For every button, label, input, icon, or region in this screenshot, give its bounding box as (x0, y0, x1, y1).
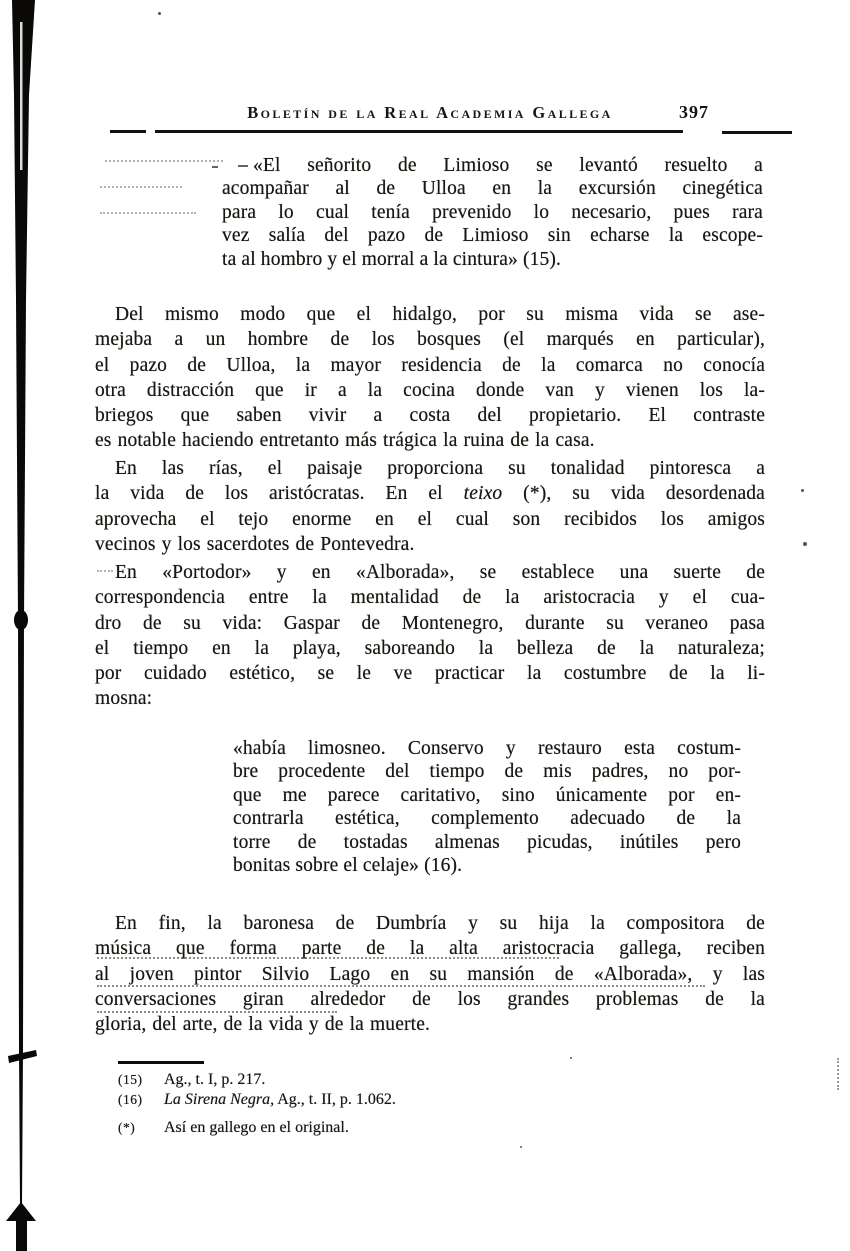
text-line (95, 911, 765, 936)
margin-smudge (100, 212, 196, 214)
text-segment: acompañar al de Ulloa en la excursión cinegética (222, 178, 763, 200)
text-line (222, 224, 763, 247)
text-line (233, 807, 741, 830)
text-line (95, 560, 765, 585)
text-segment: contrarla estética, complemento adecuado de la (233, 808, 741, 830)
footnote (118, 1118, 678, 1138)
text-segment: aprovecha el tejo enorme en el cual son recibidos los amigos (95, 508, 765, 530)
paragraph-hidalgo (95, 302, 765, 454)
blockquote-limioso (222, 154, 763, 271)
footnote-marker: (15) (118, 1072, 143, 1087)
text-segment: por cuidado estético, se le ve practicar la costumbre de la li- (95, 663, 765, 685)
text-segment: el pazo de Ulloa, la mayor residencia de la comarca no conocía (95, 354, 765, 376)
text-line (95, 532, 765, 557)
scan-speck (803, 542, 807, 546)
text-line (233, 854, 741, 877)
text-segment: bre procedente del tiempo de mis padres, no por- (233, 761, 741, 783)
text-segment: mosna: (95, 688, 153, 710)
text-segment: bonitas sobre el celaje» (16). (233, 855, 463, 877)
footnote-marker: (16) (118, 1091, 143, 1107)
running-header-title: Boletín de la Real Academia Gallega (247, 103, 613, 122)
text-segment: el tiempo en la playa, saboreando la belleza de la naturaleza; (95, 637, 765, 659)
footnote-separator-rule (118, 1061, 204, 1064)
footnote (118, 1090, 678, 1110)
paragraph-rias (95, 456, 765, 557)
text-line (95, 302, 765, 327)
text-segment: gloria, del arte, de la vida y de la muerte. (95, 1014, 431, 1036)
text-segment: mejaba a un hombre de los bosques (el marqués en particular), (95, 329, 765, 351)
footnote-marker: (*) (118, 1120, 136, 1135)
scan-speck (520, 1146, 522, 1148)
text-segment: «había limosneo. Conservo y restauro esta costum- (233, 738, 741, 759)
scan-speck (158, 12, 161, 15)
text-line (222, 154, 763, 177)
text-segment: vecinos y los sacerdotes de Pontevedra. (95, 533, 415, 555)
text-segment: En «Portodor» y en «Alborada», se establece una suerte de (115, 562, 765, 583)
text-segment: es notable haciendo entretanto más trágica la ruina de la casa. (95, 430, 595, 452)
text-line (95, 428, 765, 453)
text-line (95, 1012, 765, 1037)
header-rule-segment (722, 131, 792, 134)
text-segment: la vida de los aristócratas. En el (95, 483, 464, 505)
text-line (95, 686, 765, 711)
pre-quote-dash (212, 166, 218, 168)
text-line (233, 760, 741, 783)
text-segment: En las rías, el paisaje proporciona su tonalidad pintoresca a (115, 458, 765, 479)
text-line (95, 636, 765, 661)
text-segment: dro de su vida: Gaspar de Montenegro, durante su veraneo pasa (95, 612, 765, 634)
text-segment: para lo cual tenía prevenido lo necesario, pues rara (222, 201, 763, 223)
text-line (222, 201, 763, 224)
text-segment: Del mismo modo que el hidalgo, por su misma vida se ase- (115, 304, 765, 325)
text-segment: al joven pintor Silvio Lago en su mansión de «Alborada», y las (95, 963, 765, 985)
text-segment: En fin, la baronesa de Dumbría y su hija la compositora de (115, 913, 765, 934)
text-segment: Así en gallego en el original. (164, 1119, 349, 1136)
header-rule-segment (155, 130, 683, 133)
text-line (95, 403, 765, 428)
text-line (233, 737, 741, 760)
text-line (222, 177, 763, 200)
footnote (118, 1070, 678, 1090)
text-segment: conversaciones giran alrededor de los grandes problemas de la (95, 988, 765, 1010)
text-segment: correspondencia entre la mentalidad de la aristocracia y el cua- (95, 587, 765, 609)
text-segment: Ag., t. II, p. 1.062. (274, 1090, 396, 1108)
text-line (95, 661, 765, 686)
text-line (95, 611, 765, 636)
margin-smudge (100, 186, 182, 188)
text-line (95, 456, 765, 481)
text-segment: ta al hombro y el morral a la cintura» (15). (222, 248, 562, 270)
text-line (95, 327, 765, 352)
text-segment: torre de tostadas almenas picudas, inútiles pero (233, 831, 741, 853)
text-segment: (*), su vida desordenada (502, 483, 765, 505)
scan-speck (570, 1057, 572, 1059)
text-line (95, 378, 765, 403)
book-binding-line (0, 0, 44, 1251)
text-line (95, 936, 765, 961)
text-segment: «El señorito de Limioso se levantó resuelto a (253, 155, 763, 176)
text-segment: briegos que saben vivir a costa del propietario. El contraste (95, 405, 765, 427)
text-segment: otra distracción que ir a la cocina donde van y vienen los la- (95, 379, 765, 401)
header-rule-segment (110, 130, 146, 133)
text-line (95, 353, 765, 378)
paragraph-baronesa (95, 911, 765, 1037)
text-line (233, 784, 741, 807)
text-line (95, 481, 765, 506)
margin-smudge (105, 160, 223, 162)
text-line (95, 507, 765, 532)
text-line (95, 962, 765, 987)
text-line (222, 248, 763, 271)
text-line (233, 831, 741, 854)
page-number: 397 (679, 102, 709, 122)
scan-speck-column (837, 1058, 839, 1090)
text-line (95, 987, 765, 1012)
text-segment: música que forma parte de la alta aristocracia gallega, reciben (95, 938, 765, 960)
scan-speck (801, 489, 804, 492)
text-segment: teixo (463, 483, 503, 505)
text-segment: Ag., t. I, p. 217. (164, 1071, 266, 1088)
paragraph-portodor (95, 560, 765, 712)
text-segment: que me parece caritativo, sino únicamente por en- (233, 784, 741, 806)
text-segment: vez salía del pazo de Limioso sin echarse la escope- (222, 225, 763, 247)
text-segment: La Sirena Negra, (164, 1090, 275, 1108)
footnotes (118, 1070, 678, 1138)
text-line (95, 585, 765, 610)
blockquote-limosna (233, 737, 741, 877)
